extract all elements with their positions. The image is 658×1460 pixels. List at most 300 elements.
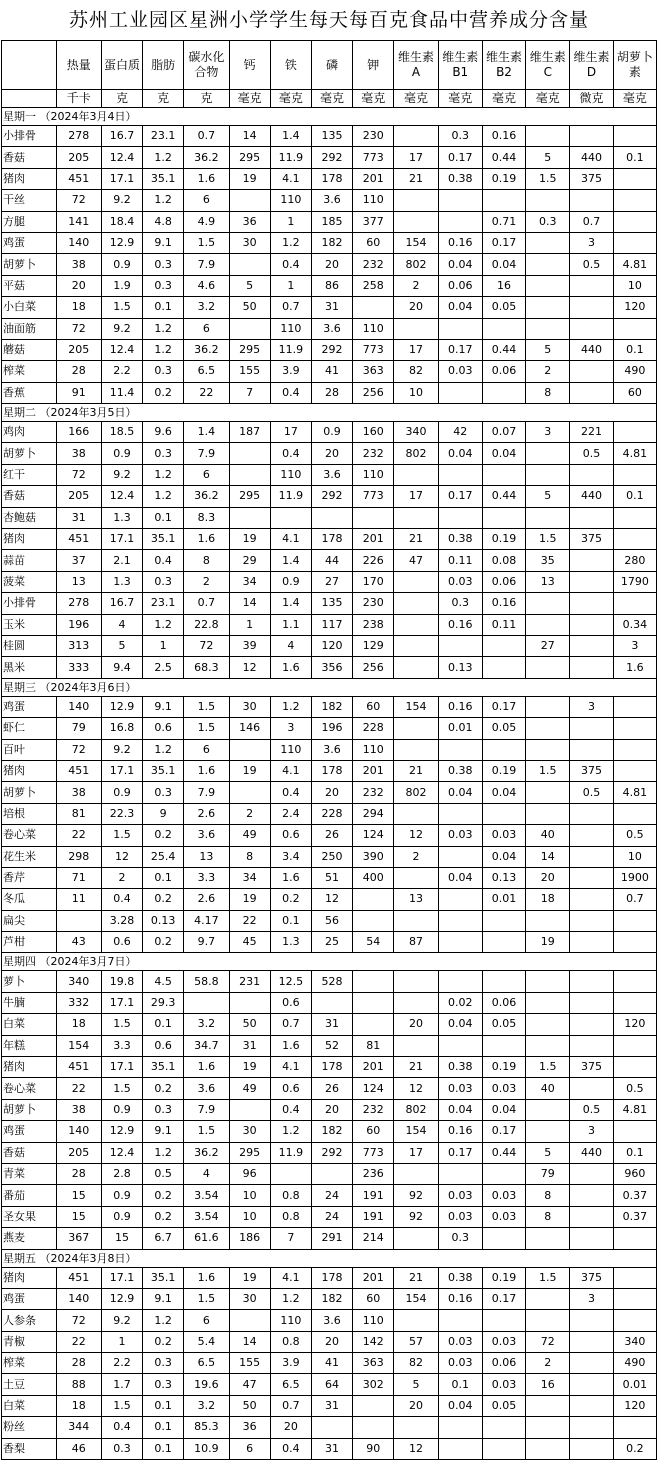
nutrient-value: 1900 (613, 867, 656, 888)
nutrient-value: 1.4 (270, 126, 311, 147)
nutrient-value: 0.16 (438, 614, 482, 635)
nutrient-value: 0.2 (613, 1438, 656, 1459)
nutrient-value: 110 (270, 464, 311, 485)
nutrient-value: 3.3 (184, 867, 229, 888)
nutrient-value: 440 (570, 1142, 613, 1163)
table-row (2, 1185, 657, 1206)
nutrient-value: 120 (613, 1014, 656, 1035)
nutrient-value: 228 (311, 803, 352, 824)
table-row (2, 126, 657, 147)
nutrient-value: 7 (229, 382, 270, 403)
nutrient-value: 9.2 (101, 464, 142, 485)
nutrient-value (229, 190, 270, 211)
nutrient-value (570, 1185, 613, 1206)
nutrient-value (394, 507, 438, 528)
nutrient-value (570, 318, 613, 339)
nutrient-value: 0.17 (482, 1288, 525, 1309)
nutrient-value: 9.1 (143, 696, 184, 717)
nutrient-value: 9.2 (101, 739, 142, 760)
nutrient-value: 4.9 (184, 211, 229, 232)
table-row (2, 635, 657, 656)
nutrient-value (311, 992, 352, 1013)
nutrient-value: 79 (526, 1163, 570, 1184)
table-row (2, 1035, 657, 1056)
table-row (2, 486, 657, 507)
nutrient-value (229, 1310, 270, 1331)
nutrient-value: 14 (229, 126, 270, 147)
column-header: 热量 (56, 41, 101, 90)
nutrient-value (613, 1228, 656, 1249)
nutrient-value: 47 (229, 1374, 270, 1395)
nutrient-value (570, 889, 613, 910)
nutrient-value: 12 (394, 1438, 438, 1459)
nutrient-value: 31 (311, 1438, 352, 1459)
nutrient-value: 12.9 (101, 1288, 142, 1309)
nutrient-value: 1.2 (143, 190, 184, 211)
nutrient-value: 0.16 (438, 696, 482, 717)
food-name: 香蕉 (2, 382, 57, 403)
nutrient-value: 0.9 (101, 1185, 142, 1206)
day-label: 星期一 （2024年3月4日） (2, 108, 657, 126)
nutrient-value: 38 (56, 443, 101, 464)
nutrient-value: 4.8 (143, 211, 184, 232)
nutrient-value: 490 (613, 361, 656, 382)
nutrient-value: 15 (101, 1228, 142, 1249)
table-row (2, 803, 657, 824)
nutrient-value (526, 126, 570, 147)
nutrient-value: 340 (56, 971, 101, 992)
nutrient-value: 238 (353, 614, 394, 635)
food-name: 萝卜 (2, 971, 57, 992)
nutrient-value: 0.9 (101, 443, 142, 464)
nutrient-value: 31 (311, 1395, 352, 1416)
nutrient-value: 178 (311, 168, 352, 189)
nutrient-value: 46 (56, 1438, 101, 1459)
nutrient-value: 490 (613, 1353, 656, 1374)
nutrient-value (438, 635, 482, 656)
nutrient-value (526, 275, 570, 296)
nutrient-value: 7.9 (184, 254, 229, 275)
nutrient-value (482, 1310, 525, 1331)
nutrient-value: 12 (394, 825, 438, 846)
food-name: 鸡蛋 (2, 1288, 57, 1309)
nutrient-value (526, 1395, 570, 1416)
nutrient-value: 19 (526, 932, 570, 953)
nutrient-value: 0.16 (438, 1288, 482, 1309)
nutrient-value (394, 571, 438, 592)
nutrient-value: 92 (394, 1185, 438, 1206)
nutrient-value: 22 (229, 910, 270, 931)
nutrient-value: 0.08 (482, 550, 525, 571)
nutrient-value: 17 (394, 339, 438, 360)
nutrient-value: 81 (353, 1035, 394, 1056)
nutrient-value: 16.8 (101, 718, 142, 739)
nutrient-value (353, 297, 394, 318)
table-row (2, 1353, 657, 1374)
nutrient-value: 110 (270, 1310, 311, 1331)
table-row (2, 275, 657, 296)
nutrient-value: 12 (311, 889, 352, 910)
table-row (2, 992, 657, 1013)
nutrient-value (229, 254, 270, 275)
nutrient-value: 4.1 (270, 1057, 311, 1078)
nutrient-value: 0.03 (438, 361, 482, 382)
nutrient-value: 232 (353, 254, 394, 275)
nutrient-value: 5 (526, 486, 570, 507)
nutrient-value: 185 (311, 211, 352, 232)
nutrient-value: 14 (229, 593, 270, 614)
table-row (2, 507, 657, 528)
day-label: 星期五 （2024年3月8日） (2, 1249, 657, 1267)
nutrient-value (613, 1310, 656, 1331)
nutrient-value: 0.6 (270, 992, 311, 1013)
nutrient-value: 0.7 (613, 889, 656, 910)
nutrient-value: 36.2 (184, 147, 229, 168)
nutrient-value: 3.6 (311, 1310, 352, 1331)
nutrient-value: 64 (311, 1374, 352, 1395)
nutrient-value: 72 (56, 1310, 101, 1331)
nutrient-value: 0.9 (270, 571, 311, 592)
nutrient-value: 0.17 (482, 1121, 525, 1142)
nutrient-value: 9.4 (101, 657, 142, 678)
nutrient-value (229, 507, 270, 528)
nutrient-value: 1.6 (184, 529, 229, 550)
unit-cell: 毫克 (613, 90, 656, 108)
nutrient-value (438, 739, 482, 760)
nutrient-value: 344 (56, 1417, 101, 1438)
column-header: 铁 (270, 41, 311, 90)
nutrient-value: 375 (570, 1057, 613, 1078)
nutrient-value: 0.34 (613, 614, 656, 635)
nutrient-value: 4.1 (270, 1267, 311, 1288)
nutrient-value: 6.5 (184, 361, 229, 382)
nutrient-value: 120 (311, 635, 352, 656)
nutrient-value: 0.01 (438, 718, 482, 739)
nutrient-value: 0.06 (438, 275, 482, 296)
nutrient-value: 28 (56, 1353, 101, 1374)
nutrient-value: 82 (394, 361, 438, 382)
nutrient-value: 375 (570, 168, 613, 189)
header-row (2, 41, 657, 90)
nutrient-value: 11.9 (270, 1142, 311, 1163)
nutrient-value: 0.7 (184, 126, 229, 147)
nutrient-value: 0.19 (482, 1267, 525, 1288)
nutrient-value (353, 1417, 394, 1438)
nutrient-value (570, 1228, 613, 1249)
nutrient-value: 146 (229, 718, 270, 739)
table-row (2, 443, 657, 464)
nutrient-value: 802 (394, 254, 438, 275)
nutrient-value: 36 (229, 1417, 270, 1438)
nutrient-value: 9 (143, 803, 184, 824)
nutrient-value: 292 (311, 486, 352, 507)
nutrient-value: 0.38 (438, 1057, 482, 1078)
nutrient-value (526, 232, 570, 253)
nutrient-value: 298 (56, 846, 101, 867)
table-row (2, 696, 657, 717)
nutrient-value (613, 803, 656, 824)
nutrient-value (570, 190, 613, 211)
nutrient-value: 0.5 (570, 443, 613, 464)
nutrient-value: 14 (229, 1331, 270, 1352)
nutrient-value: 228 (353, 718, 394, 739)
table-row (2, 339, 657, 360)
nutrient-value: 0.03 (438, 1331, 482, 1352)
nutrient-value: 124 (353, 1078, 394, 1099)
table-row (2, 889, 657, 910)
nutrient-value: 11.9 (270, 147, 311, 168)
nutrient-value: 178 (311, 1057, 352, 1078)
nutrient-value (613, 910, 656, 931)
food-name: 冬瓜 (2, 889, 57, 910)
nutrient-value: 440 (570, 486, 613, 507)
nutrient-value: 182 (311, 1121, 352, 1142)
nutrient-value (184, 992, 229, 1013)
nutrient-value: 0.44 (482, 486, 525, 507)
nutrient-value: 72 (184, 635, 229, 656)
nutrient-value: 451 (56, 1057, 101, 1078)
nutrient-value: 278 (56, 593, 101, 614)
nutrient-value: 0.06 (482, 361, 525, 382)
nutrient-value (353, 507, 394, 528)
nutrient-value: 7.9 (184, 782, 229, 803)
food-name: 榨菜 (2, 361, 57, 382)
nutrient-value: 2.6 (184, 889, 229, 910)
day-label: 星期三 （2024年3月6日） (2, 678, 657, 696)
nutrient-value: 0.3 (526, 211, 570, 232)
nutrient-value (229, 992, 270, 1013)
table-row (2, 147, 657, 168)
nutrient-value: 21 (394, 168, 438, 189)
nutrient-value: 9.7 (184, 932, 229, 953)
nutrient-value: 802 (394, 782, 438, 803)
nutrient-value: 1 (270, 275, 311, 296)
food-name: 小白菜 (2, 297, 57, 318)
nutrient-value: 30 (229, 1288, 270, 1309)
nutrient-value: 27 (526, 635, 570, 656)
nutrient-value: 0.17 (438, 1142, 482, 1163)
nutrient-value (438, 932, 482, 953)
nutrient-value: 1.6 (184, 760, 229, 781)
nutrient-value (270, 507, 311, 528)
nutrient-value (438, 803, 482, 824)
nutrient-value: 9.1 (143, 1121, 184, 1142)
nutrient-value: 1790 (613, 571, 656, 592)
nutrition-table (1, 40, 657, 1460)
nutrient-value: 110 (270, 190, 311, 211)
nutrient-value (482, 1228, 525, 1249)
nutrient-value: 5 (229, 275, 270, 296)
nutrient-value: 0.3 (143, 254, 184, 275)
nutrient-value: 0.19 (482, 168, 525, 189)
nutrient-value (353, 992, 394, 1013)
food-name: 香菇 (2, 147, 57, 168)
nutrient-value: 1.2 (143, 486, 184, 507)
table-row (2, 1099, 657, 1120)
nutrient-value: 205 (56, 339, 101, 360)
nutrient-value: 0.3 (438, 126, 482, 147)
table-row (2, 550, 657, 571)
nutrient-value (482, 1417, 525, 1438)
column-header: 维生素C (526, 41, 570, 90)
nutrient-value: 17.1 (101, 1267, 142, 1288)
table-row (2, 168, 657, 189)
nutrient-value: 0.03 (482, 1374, 525, 1395)
nutrient-value: 37 (56, 550, 101, 571)
nutrient-value: 182 (311, 232, 352, 253)
nutrient-value: 182 (311, 1288, 352, 1309)
nutrient-value (570, 718, 613, 739)
nutrient-value: 4.17 (184, 910, 229, 931)
nutrient-value: 0.9 (101, 782, 142, 803)
nutrient-value: 20 (526, 867, 570, 888)
nutrient-value (353, 1014, 394, 1035)
nutrient-value (613, 168, 656, 189)
nutrient-value: 35.1 (143, 1267, 184, 1288)
nutrient-value (526, 318, 570, 339)
nutrient-value: 35.1 (143, 529, 184, 550)
nutrient-value: 0.4 (101, 889, 142, 910)
table-row (2, 190, 657, 211)
nutrient-value: 0.04 (438, 297, 482, 318)
nutrient-value (526, 782, 570, 803)
nutrient-value: 0.6 (270, 825, 311, 846)
nutrient-value: 0.2 (143, 1185, 184, 1206)
nutrient-value: 0.4 (270, 782, 311, 803)
nutrient-value: 3.6 (311, 464, 352, 485)
nutrient-value: 39 (229, 635, 270, 656)
nutrient-value: 178 (311, 529, 352, 550)
nutrient-value: 20 (311, 254, 352, 275)
nutrient-value: 0.13 (143, 910, 184, 931)
nutrient-value: 6 (184, 464, 229, 485)
nutrient-value (526, 803, 570, 824)
nutrient-value: 21 (394, 760, 438, 781)
nutrient-value: 2 (526, 1353, 570, 1374)
nutrient-value: 8 (184, 550, 229, 571)
nutrient-value: 0.9 (101, 254, 142, 275)
nutrient-value (526, 190, 570, 211)
food-name: 粉丝 (2, 1417, 57, 1438)
nutrient-value: 0.1 (143, 1438, 184, 1459)
nutrient-value: 3 (570, 1121, 613, 1142)
nutrient-value: 1.6 (184, 1057, 229, 1078)
nutrient-value: 1.5 (101, 1395, 142, 1416)
table-row (2, 1163, 657, 1184)
food-name: 猪肉 (2, 529, 57, 550)
nutrient-value (526, 971, 570, 992)
food-name: 方腿 (2, 211, 57, 232)
nutrient-value: 17.1 (101, 760, 142, 781)
nutrient-value: 90 (353, 1438, 394, 1459)
nutrient-value: 0.3 (143, 1099, 184, 1120)
nutrient-value: 17 (394, 486, 438, 507)
nutrient-value: 72 (56, 739, 101, 760)
nutrient-value: 22 (56, 1078, 101, 1099)
nutrient-value: 12 (229, 657, 270, 678)
nutrient-value: 8 (526, 1185, 570, 1206)
table-row (2, 1310, 657, 1331)
nutrient-value: 30 (229, 1121, 270, 1142)
nutrient-value: 375 (570, 760, 613, 781)
nutrient-value: 0.2 (143, 932, 184, 953)
nutrient-value: 28 (56, 361, 101, 382)
nutrient-value: 214 (353, 1228, 394, 1249)
nutrient-value: 340 (613, 1331, 656, 1352)
nutrient-value: 0.3 (143, 782, 184, 803)
nutrient-value (570, 846, 613, 867)
nutrient-value: 230 (353, 593, 394, 614)
nutrient-value: 10 (229, 1185, 270, 1206)
nutrient-value (482, 635, 525, 656)
nutrient-value: 19.8 (101, 971, 142, 992)
nutrient-value (570, 1353, 613, 1374)
food-name: 白菜 (2, 1395, 57, 1416)
nutrient-value: 0.1 (143, 1395, 184, 1416)
nutrient-value: 2 (184, 571, 229, 592)
nutrient-value: 13 (184, 846, 229, 867)
nutrient-value: 30 (229, 696, 270, 717)
table-row (2, 760, 657, 781)
nutrient-value: 47 (394, 550, 438, 571)
nutrient-value: 0.2 (143, 1206, 184, 1227)
nutrient-value: 0.4 (101, 1417, 142, 1438)
food-name: 青菜 (2, 1163, 57, 1184)
nutrient-value (613, 232, 656, 253)
nutrient-value: 0.5 (570, 1099, 613, 1120)
nutrient-value (613, 760, 656, 781)
nutrient-value: 356 (311, 657, 352, 678)
nutrient-value: 1.2 (143, 339, 184, 360)
nutrient-value: 3 (570, 232, 613, 253)
nutrient-value (311, 507, 352, 528)
nutrient-value: 196 (56, 614, 101, 635)
table-row (2, 571, 657, 592)
table-row (2, 529, 657, 550)
nutrient-value: 12.9 (101, 1121, 142, 1142)
nutrient-value: 4.1 (270, 168, 311, 189)
nutrient-value: 87 (394, 932, 438, 953)
nutrient-value: 3.54 (184, 1185, 229, 1206)
nutrient-value (438, 507, 482, 528)
nutrient-value: 2 (101, 867, 142, 888)
nutrient-value: 292 (311, 339, 352, 360)
nutrient-value: 10 (613, 846, 656, 867)
nutrient-value: 1.7 (101, 1374, 142, 1395)
nutrient-value: 155 (229, 1353, 270, 1374)
table-row (2, 1057, 657, 1078)
nutrient-value: 13 (56, 571, 101, 592)
nutrient-value: 0.2 (143, 889, 184, 910)
nutrient-value: 191 (353, 1206, 394, 1227)
nutrient-value: 1.4 (270, 593, 311, 614)
table-row (2, 1417, 657, 1438)
nutrient-value: 0.04 (482, 782, 525, 803)
nutrient-value: 0.05 (482, 1395, 525, 1416)
nutrient-value: 17.1 (101, 1057, 142, 1078)
table-row (2, 297, 657, 318)
nutrient-value (482, 739, 525, 760)
column-header: 维生素D (570, 41, 613, 90)
food-name: 猪肉 (2, 1057, 57, 1078)
table-row (2, 1121, 657, 1142)
nutrient-value (526, 507, 570, 528)
food-name: 干丝 (2, 190, 57, 211)
nutrient-value: 205 (56, 486, 101, 507)
nutrient-value: 0.1 (438, 1374, 482, 1395)
day-label: 星期二 （2024年3月5日） (2, 404, 657, 422)
nutrient-value: 1 (101, 1331, 142, 1352)
